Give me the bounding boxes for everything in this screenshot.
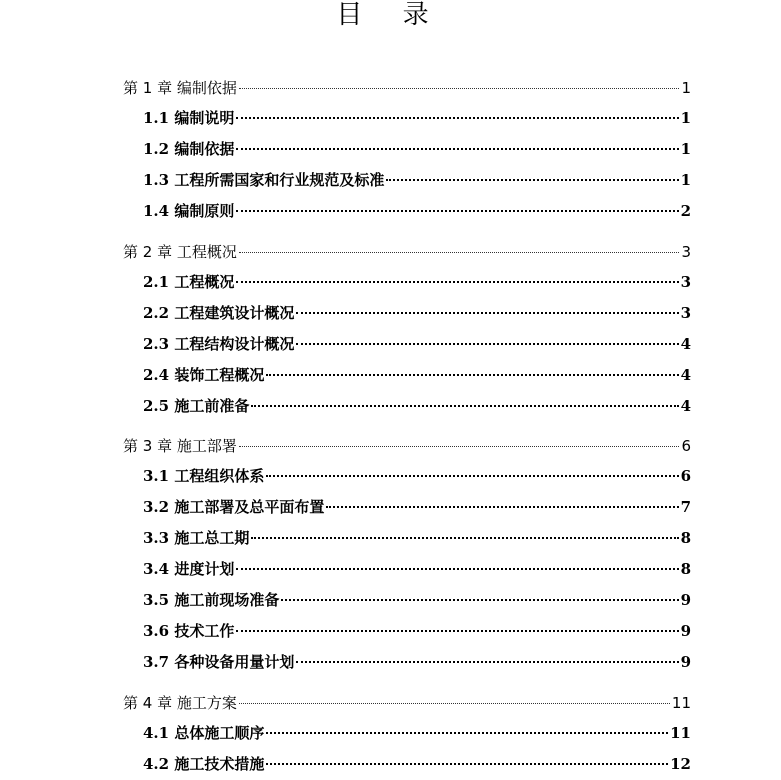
toc-label: 3.1 工程组织体系	[143, 467, 265, 485]
toc-page-number: 8	[680, 560, 691, 578]
toc-label: 2.4 装饰工程概况	[143, 366, 265, 384]
dot-leader	[239, 446, 680, 447]
toc-page-number: 1	[681, 79, 691, 97]
dot-leader	[239, 703, 670, 704]
toc-label: 3.2 施工部署及总平面布置	[143, 498, 325, 516]
dot-leader	[386, 179, 678, 181]
toc-entry-section[interactable]	[143, 168, 691, 192]
toc-page-number: 4	[680, 335, 691, 353]
toc-entry-chapter-2[interactable]	[123, 240, 691, 264]
toc-entry-section[interactable]	[143, 332, 691, 356]
dot-leader	[281, 599, 678, 601]
dot-leader	[266, 475, 678, 477]
toc-label: 2.5 施工前准备	[143, 397, 250, 415]
toc-entry-section[interactable]	[143, 495, 691, 519]
toc-entry-section[interactable]	[143, 106, 691, 130]
toc-label: 2.2 工程建筑设计概况	[143, 304, 295, 322]
toc-entry-section[interactable]	[143, 721, 691, 745]
toc-label: 第 4 章 施工方案	[123, 694, 237, 712]
toc-page-number: 7	[680, 498, 691, 516]
toc-page-number: 3	[681, 243, 691, 261]
toc-page-number: 9	[680, 622, 691, 640]
toc-page-number: 9	[680, 591, 691, 609]
dot-leader	[236, 117, 678, 119]
toc-label: 1.4 编制原则	[143, 202, 235, 220]
dot-leader	[236, 630, 678, 632]
toc-entry-section[interactable]	[143, 137, 691, 161]
toc-entry-chapter-3[interactable]	[123, 434, 691, 458]
dot-leader	[239, 88, 680, 89]
toc-label: 3.4 进度计划	[143, 560, 235, 578]
dot-leader	[236, 210, 678, 212]
toc-entry-section[interactable]	[143, 619, 691, 643]
toc-label: 3.3 施工总工期	[143, 529, 250, 547]
dot-leader	[236, 568, 678, 570]
toc-page-number: 3	[680, 273, 691, 291]
toc-label: 4.1 总体施工顺序	[143, 724, 265, 742]
toc-page-number: 12	[670, 755, 691, 773]
toc-page-number: 11	[671, 694, 691, 712]
toc-label: 3.7 各种设备用量计划	[143, 653, 295, 671]
toc-entry-section[interactable]	[143, 650, 691, 674]
toc-label: 1.3 工程所需国家和行业规范及标准	[143, 171, 385, 189]
toc-entry-section[interactable]	[143, 557, 691, 581]
toc-entry-section[interactable]	[143, 199, 691, 223]
toc-entry-chapter-1[interactable]	[123, 76, 691, 100]
toc-entry-section[interactable]	[143, 270, 691, 294]
dot-leader	[251, 537, 678, 539]
toc-label: 第 1 章 编制依据	[123, 79, 237, 97]
dot-leader	[251, 405, 678, 407]
toc-label: 4.2 施工技术措施	[143, 755, 265, 773]
toc-page-number: 2	[680, 202, 691, 220]
toc-page-number: 1	[680, 171, 691, 189]
toc-page-number: 6	[681, 437, 691, 455]
dot-leader	[326, 506, 678, 508]
toc-page-number: 8	[680, 529, 691, 547]
dot-leader	[296, 343, 678, 345]
toc-label: 1.1 编制说明	[143, 109, 235, 127]
toc-label: 第 2 章 工程概况	[123, 243, 237, 261]
toc-page-number: 1	[680, 140, 691, 158]
toc-entry-section[interactable]	[143, 394, 691, 418]
dot-leader	[236, 148, 678, 150]
dot-leader	[236, 281, 678, 283]
toc-label: 1.2 编制依据	[143, 140, 235, 158]
toc-label: 2.3 工程结构设计概况	[143, 335, 295, 353]
page-title: 目 录	[336, 0, 445, 30]
toc-entry-chapter-4[interactable]	[123, 691, 691, 715]
dot-leader	[266, 374, 678, 376]
toc-entry-section[interactable]	[143, 752, 691, 776]
dot-leader	[266, 732, 668, 734]
toc-label: 3.5 施工前现场准备	[143, 591, 280, 609]
dot-leader	[296, 312, 678, 314]
dot-leader	[239, 252, 680, 253]
toc-page-number: 1	[680, 109, 691, 127]
toc-entry-section[interactable]	[143, 526, 691, 550]
toc-label: 第 3 章 施工部署	[123, 437, 237, 455]
toc-page-number: 6	[680, 467, 691, 485]
toc-entry-section[interactable]	[143, 464, 691, 488]
toc-label: 3.6 技术工作	[143, 622, 235, 640]
toc-page-number: 4	[680, 366, 691, 384]
dot-leader	[266, 763, 668, 765]
toc-label: 2.1 工程概况	[143, 273, 235, 291]
toc-page-number: 9	[680, 653, 691, 671]
toc-page-number: 3	[680, 304, 691, 322]
toc-entry-section[interactable]	[143, 588, 691, 612]
toc-page-number: 4	[680, 397, 691, 415]
toc-entry-section[interactable]	[143, 301, 691, 325]
toc-page-number: 11	[670, 724, 691, 742]
toc-entry-section[interactable]	[143, 363, 691, 387]
dot-leader	[296, 661, 678, 663]
